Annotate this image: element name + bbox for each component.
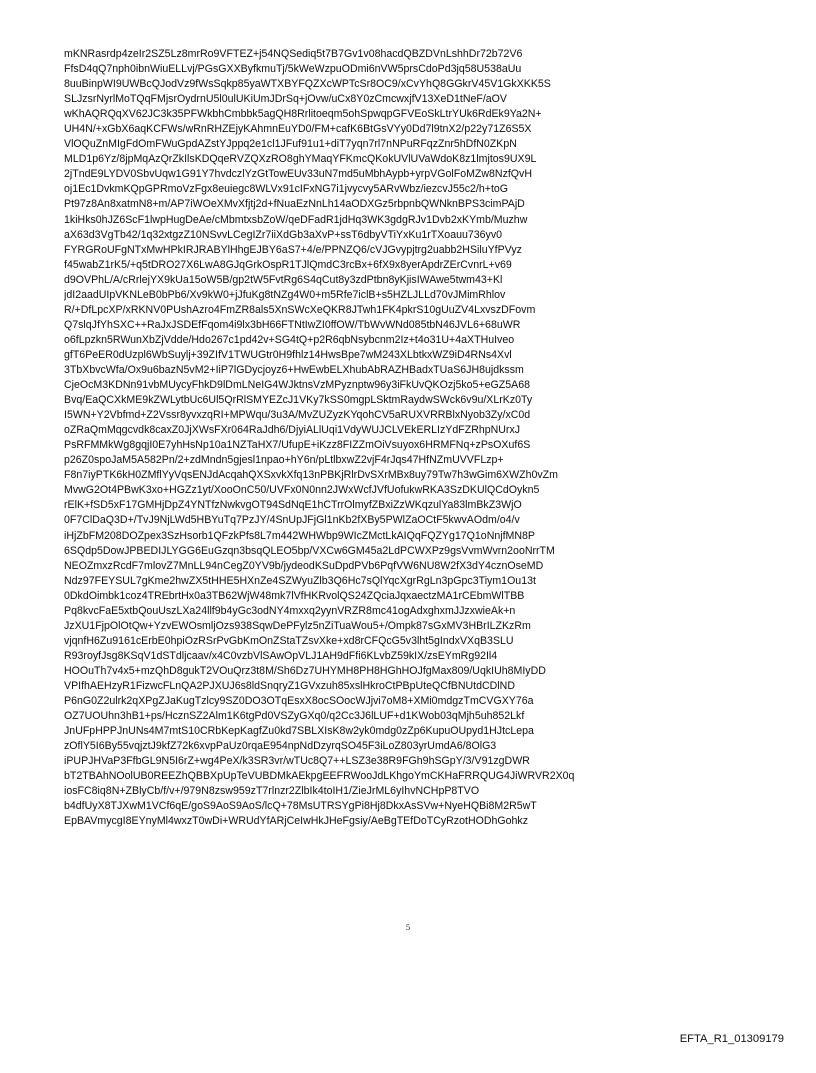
text-line: jdI2aadUIpVKNLeB0bPb6/Xv9kW0+jJfuKg8tNZg4W0+m5Rfe7iclB+s5HZLJLLd70vJMimRhlov bbox=[64, 288, 506, 301]
text-line: MLD1p6Yz/8jpMqAzQrZkIlsKDQqeRVZQXzRO8ghYMaqYFKmcQKokUVlUVaWdoK8z1lmjtos9UX9L bbox=[64, 153, 537, 166]
text-line: Pq8kvcFaE5xtbQouUszLXa24llf9b4yGc3odNY4mxxq2yynVRZR8mc41ogAdxghxmJJzxwieAk+n bbox=[64, 604, 516, 617]
text-line: mKNRasrdp4zeIr2SZ5Lz8mrRo9VFTEZ+j54NQSediq5t7B7Gv1v08hacdQBZDVnLshhDr72b72V6 bbox=[64, 48, 523, 60]
text-line: Pt97z8An8xatmN8+m/AP7iWOeXMvXfjtj2d+fNuaEzNnLh14aODXGz5rbpnbQWNknBPS3cimPAjD bbox=[64, 198, 525, 211]
page-number: 5 bbox=[405, 922, 411, 932]
text-line: FfsD4qQ7nph0ibnWiuELLvj/PGsGXXByfkmuTj/5kWeWzpuODmi6nVW5prsCdoPd3jq58U538aUu bbox=[64, 63, 522, 76]
text-line: rElK+fSD5xF17GMHjDpZ4YNTfzNwkvgOT94SdNqE1hCTrrOlmyfZBxiZzWKqzulYa83lmBkZ3WjO bbox=[64, 499, 522, 512]
text-line: JzXU1FjpOlOtQw+YzvEWOsmljOzs938SqwDePFylz5nZiTuaWou5+/Ompk87sGxMV3HBrILZKzRm bbox=[64, 619, 531, 632]
text-line: p26Z0spoJaM5A582Pn/2+zdMndn5gjesl1npao+hY6n/pLtlbxwZ2vjF4rJqs47HfNZmUVVFLzp+ bbox=[64, 454, 504, 467]
text-line: UH4N/+xGbX6aqKCFWs/wRnRHZEjyKAhmnEuYD0/FM+cafK6BtGsVYy0Dd7l9tnX2/p22y71Z6S5X bbox=[64, 123, 532, 136]
text-line: zOflY5I6By55vqjztJ9kfZ72k6xvpPaUz0rqaE954npNdDzyrqSO45F3iLoZ803yrUmdA6/8OlG3 bbox=[64, 740, 497, 753]
text-line: wKhAQRQqXV62JC3k35PFWkbhCmbbk5agQH8Rrlitoeqm5ohSpwqpGFVEoSkLtrYUk6RdEk9Ya2N+ bbox=[64, 108, 542, 121]
text-line: f45wabZ1rK5/+q5tDRO27X6LwA8GJqGrkOspR1TJlQmdC3rcBx+6fX9x8yerApdrZErCvnrL+v69 bbox=[64, 258, 512, 271]
text-line: FYRGRoUFgNTxMwHPkIRJRABYlHhgEJBY6aS7+4/e/PPNZQ6/cVJGvypjtrg2uabb2HSiluYfPVyz bbox=[64, 243, 522, 256]
text-line: bT2TBAhNOolUB0REEZhQBBXpUpTeVUBDMkAEkpgEEFRWooJdLKhgoYmCKHaFRRQUG4JiWRVR2X0q bbox=[64, 770, 575, 783]
text-line: VlOQuZnMIgFdOmFWuGpdAZstYJppq2e1cl1JFuf91u1+diT7yqn7rl7nNPuRFqzZnr5hDfN0ZKpN bbox=[64, 138, 517, 151]
text-line: F8n7iyPTK6kH0ZMflYyVqsENJdAcqahQXSxvkXfq13nPBKjRlrDvSXrMBx8uy79Tw7h3wGim6XWZh0vZm bbox=[64, 469, 558, 482]
text-line: SLJzsrNyrlMoTQqFMjsrOydrnU5l0ulUKiUmJDrSq+jOvw/uCx8Y0zCmcwxjfV13XeD1tNeF/aOV bbox=[64, 93, 507, 106]
text-line: JnUFpHPPJnUNs4M7mtS10CRbKepKagfZu0kd7SBLXIsK8w2yk0mdg0zZp6KupuOUpyd1HJtcLepa bbox=[64, 725, 534, 738]
text-line: HOOuTh7v4x5+mzQhD8gukT2VOuQrz3t8M/Sh6Dz7UHYMH8PH8HGhHOJfgMax809/UqkIUh8MIyDD bbox=[64, 664, 546, 677]
text-line: R/+DfLpcXP/xRKNV0PUshAzro4FmZR8als5XnSWcXeQKR8JTwh1FK4pkrS10gUuZV4LxvszDFovm bbox=[64, 303, 536, 316]
text-line: 6SQdp5DowJPBEDIJLYGG6EuGzqn3bsqQLEO5bp/VXCw6GM45a2LdPCWXPz9gsVvmWvrn2ooNrrTM bbox=[64, 544, 555, 557]
encoded-text-block bbox=[64, 47, 754, 829]
text-line: d9OVPhL/A/cRrlejYX9kUa15oW5B/gp2tW5FvtRg6S4qCut8y3zdPtbn8yKjisIWAwe5twm43+Kl bbox=[64, 273, 503, 286]
text-line: P6nG0Z2ulrk2qXPgZJaKugTzlcy9SZ0DO3OTqEsxX8ocSOocWJjvi7oM8+XMi0mdgzTmCVGXY76a bbox=[64, 695, 534, 708]
text-line: 1kiHks0hJZ6ScF1lwpHugDeAe/cMbmtxsbZoW/qeDFadR1jdHq3WK3gdgRJv1Dvb2xKYmb/Muzhw bbox=[64, 213, 528, 226]
text-line: EpBAVmycgI8EYnyMl4wxzT0wDi+WRUdYfARjCeIwHkJHeFgsiy/AeBgTEfDoTCyRzotHODhGohkz bbox=[64, 815, 528, 828]
text-line: Bvq/EaQCXkME9kZWLytbUc6Ul5QrRlSMYEZcJ1VKy7kSS0mgpLSktmRaydwSWck6v9u/XLrKz0Ty bbox=[64, 394, 533, 407]
document-id: EFTA_R1_01309179 bbox=[679, 1033, 784, 1045]
text-line: CjeOcM3KDNn91vbMUycyFhkD9lDmLNeIG4WJktnsVzMPyznptw96y3iFkUvQKOzj5ko5+eGZ5A68 bbox=[64, 379, 530, 392]
text-line: R93royfJsg8KSqV1dSTdljcaav/x4C0vzbVlSAwOpVLJ1AH9dFfi6KLvbZ59kIX/zsEYmRg92Il4 bbox=[64, 649, 498, 662]
text-line: MvwG2Ot4PBwK3xo+HGZz1yt/XooOnC50/UVFx0N0nn2JWxWcfJVfUofukwRKA3SzDKUlQCdOykn5 bbox=[64, 484, 540, 497]
text-line: NEOZmxzRcdF7mlovZ7MnLL94nCegZ0YV9b/jydeodKSuDpdPVb6PqfVW6NU8W2fX3dY4cznOseMD bbox=[64, 559, 544, 572]
text-line: 8uuBinpWI9UWBcQJodVz9fWsSqkp85yaWTXBYFQZXcWPTcSr8OC9/xCvYhQ8GGkrV45V1GkXKK5S bbox=[64, 78, 551, 91]
text-line: OZ7UOUhn3hB1+ps/HcznSZ2Alm1K6tgPd0VSZyGXq0/q2Cc3J6lLUF+d1KWob03qMjh5uh852Lkf bbox=[64, 710, 525, 723]
text-line: 0DkdOimbk1coz4TREbrtHx0a3TB62WjW48mk7lVfHKRvolQS24ZQciaJqxaectzMA1rCEbmWlTBB bbox=[64, 589, 525, 602]
text-line: iosFC8iq8N+ZBlyCb/f/v+/979N8zsw959zT7rlnzr2ZlbIk4toIH1/ZieJrML6yIhvNCHpP8TVO bbox=[64, 785, 480, 798]
text-line: Ndz97FEYSUL7gKme2hwZX5tHHE5HXnZe4SZWyuZlb3Q6Hc7sQlYqcXgrRgLn3pGpc3Tiym1Ou13t bbox=[64, 574, 536, 587]
text-line: iHjZbFM208DOZpex3SzHsorb1QFzkPfs8L7m442WHWbp9WIcZMctLkAIQqFQZYg17Q1oNnjfMN8P bbox=[64, 529, 535, 542]
text-line: iPUPJHVaP3FfbGL9N5I6rZ+wg4PeX/k3SR3vr/wTUc8Q7++LSZ3e38R9FGh9hSGpY/3/V91zgDWR bbox=[64, 755, 530, 768]
text-line: oZRaQmMqgcvdk8caxZ0JjXWsFXr064RaJdh6/DjyiALlUqi1VdyWUJCLVEkERLIzYdFZRhpNUrxJ bbox=[64, 424, 521, 437]
text-line: oj1Ec1DvkmKQpGPRmoVzFgx8euiegc8WLVx91cIFxNG7i1jvycvy5ARvWbz/iezcvJ55c2/h+toG bbox=[64, 183, 509, 196]
text-line: 3TbXbvcWfa/Ox9u6bazN5vM2+IiP7lGDycjoyz6+HwEwbELXhubAbRAZHBadxTUaS6JH8ujdkssm bbox=[64, 363, 524, 376]
text-line: aX63d3VgTb42/1q32xtgzZ10NSvvLCegIZr7iiXdGb3aXvP+ssT6dbyVTiYxKu1rTXoauu736yv0 bbox=[64, 228, 503, 241]
text-line: b4dfUyX8TJXwM1VCf6qE/goS9AoS9AoS/lcQ+78MsUTRSYgPi8Hj8DkxAsSVw+NyeHQBi8M2R5wT bbox=[64, 800, 537, 813]
text-line: Q7slqJfYhSXC++RaJxJSDEfFqom4i9lx3bH66FTNtIwZI0ffOW/TbWvWNd085tbN46JVL6+68uWR bbox=[64, 318, 521, 331]
text-line: 0F7ClDaQ3D+/TvJ9NjLWd5HBYuTq7PzJY/4SnUpJFjGl1nKb2fXBy5PWlZaOCtF5kwvAOdm/o4/v bbox=[64, 514, 520, 527]
text-line: vjqnfH6Zu9161cErbE0hpiOzRSrPvGbKmOnZStaTZsvXke+xd8rCFQcG5v3lht5gIndxVXqB3SLU bbox=[64, 634, 514, 647]
text-line: PsRFMMkWg8gqjI0E7yhHsNp10a1NZTaHX7/UfupE+iKzz8FIZZmOiVsuyox6HRMFNq+zPsOXuf6S bbox=[64, 439, 531, 452]
text-line: 2jTndE9LYDV0SbvUqw1G91Y7hvdczlYzGtTowEUv33uN7md5uMbhAypb+yrpVGolFoMZw8NzfQvH bbox=[64, 168, 532, 181]
text-line: VPIfhAEHzyR1FizwcFLnQA2PJXUJ6s8ldSnqryZ1GVxzuh85xslHkroCtPBpUteQCfBNUtdCDlND bbox=[64, 679, 515, 692]
text-line: I5WN+Y2Vbfmd+Z2Vssr8yvxzqRI+MPWqu/3u3A/MvZUZyzKYqohCV5aRUXVRRBlxNyob3Zy/xC0d bbox=[64, 409, 531, 422]
text-line: gfT6PeER0dUzpl6WbSuylj+39ZIfV1TWUGtr0H9fhlz14HwsBpe7wM243XLbtkxWZ9iD4RNs4Xvl bbox=[64, 348, 512, 361]
text-line: o6fLpzkn5RWunXbZjVdde/Hdo267c1pd42v+SG4tQ+p2R6qbNsybcnm2Iz+t4o31U+4aXTHuIveo bbox=[64, 333, 515, 346]
